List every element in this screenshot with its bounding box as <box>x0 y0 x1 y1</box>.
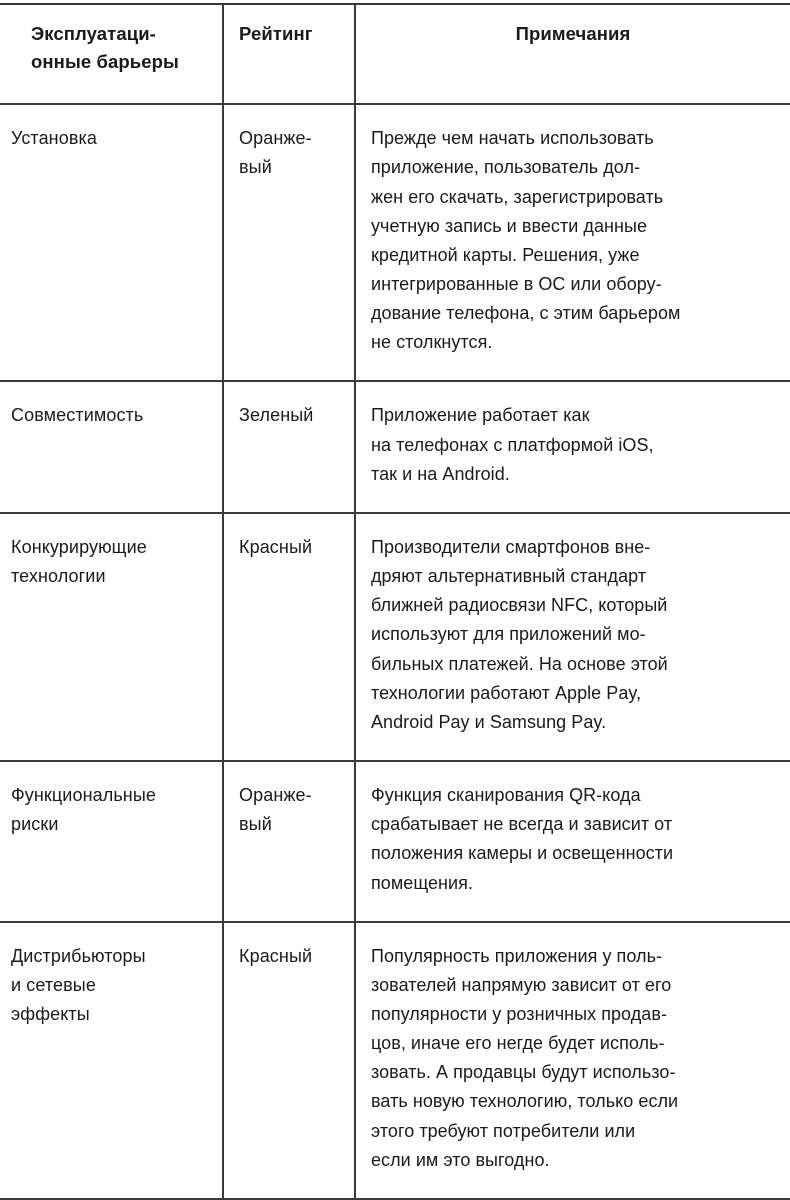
rating-line: Зеленый <box>239 405 314 426</box>
cell-notes <box>355 104 790 381</box>
rating-line: вый <box>239 814 272 835</box>
rating-line: Оранже- <box>239 785 312 806</box>
cell-notes <box>355 761 790 922</box>
column-header-notes-line-1: Примечания <box>515 23 631 44</box>
table-row <box>0 922 790 1199</box>
notes-line: интегрированные в ОС или обору- <box>371 274 662 294</box>
barrier-line: Дистрибьюторы <box>11 945 146 966</box>
table-row <box>0 381 790 512</box>
notes-line: этого требуют потребители или <box>371 1120 636 1141</box>
cell-barrier <box>0 761 223 922</box>
rating-line: вый <box>239 157 272 178</box>
cell-barrier <box>0 381 223 512</box>
notes-line: бильных платежей. На основе этой <box>371 653 668 674</box>
notes-line: кредитной карты. Решения, уже <box>371 244 640 265</box>
notes-line: Приложение работает как <box>371 405 590 426</box>
table-header-row <box>0 4 790 104</box>
cell-barrier <box>0 513 223 761</box>
notes-line: дряют альтернативный стандарт <box>371 566 647 587</box>
barrier-line: Конкурирующие <box>11 536 147 557</box>
rating-line: Красный <box>239 536 313 557</box>
notes-line: зователей напрямую зависит от его <box>371 974 672 995</box>
cell-barrier <box>0 104 223 381</box>
notes-line: помещения. <box>371 872 474 893</box>
rating-line: Красный <box>239 945 313 966</box>
column-header-barriers-line-1: Эксплуатаци- <box>31 23 156 44</box>
notes-line: используют для приложений мо- <box>371 624 646 645</box>
barrier-line: Функциональные <box>11 785 156 806</box>
cell-notes <box>355 513 790 761</box>
cell-barrier <box>0 922 223 1199</box>
notes-line: Android Pay и Samsung Pay. <box>371 711 607 732</box>
table-row <box>0 513 790 761</box>
notes-line: вать новую технологию, только если <box>371 1091 679 1112</box>
notes-line: Функция сканирования QR-кода <box>371 785 641 806</box>
notes-line: цов, иначе его негде будет исполь- <box>371 1033 665 1054</box>
notes-line: учетную запись и ввести данные <box>371 215 648 236</box>
column-header-rating <box>223 4 355 104</box>
cell-rating <box>223 761 355 922</box>
cell-rating <box>223 513 355 761</box>
barrier-line: технологии <box>11 566 106 587</box>
notes-line: срабатывает не всегда и зависит от <box>371 814 673 835</box>
notes-line: если им это выгодно. <box>371 1149 550 1170</box>
column-header-rating-line-1: Рейтинг <box>239 23 313 44</box>
barrier-line: Совместимость <box>11 405 144 426</box>
notes-line: Прежде чем начать использовать <box>371 128 654 149</box>
cell-notes <box>355 922 790 1199</box>
notes-line: приложение, пользователь дол- <box>371 157 641 178</box>
notes-line: зовать. А продавцы будут использо- <box>371 1062 676 1083</box>
notes-line: Производители смартфонов вне- <box>371 536 651 557</box>
notes-line: ближней радиосвязи NFC, который <box>371 595 668 616</box>
table-body <box>0 104 790 1199</box>
notes-line: технологии работают Apple Pay, <box>371 682 642 703</box>
notes-line: не столкнутся. <box>371 332 493 353</box>
notes-line: популярности у розничных продав- <box>371 1003 667 1024</box>
notes-line: жен его скачать, зарегистрировать <box>371 186 664 207</box>
notes-line: так и на Android. <box>371 463 510 484</box>
table-header <box>0 4 790 104</box>
table-row <box>0 104 790 381</box>
cell-notes <box>355 381 790 512</box>
notes-line: положения камеры и освещенности <box>371 843 674 864</box>
table-row <box>0 761 790 922</box>
column-header-notes <box>355 4 790 104</box>
rating-line: Оранже- <box>239 128 312 149</box>
notes-line: дование телефона, с этим барьером <box>371 303 681 324</box>
cell-rating <box>223 381 355 512</box>
barrier-line: и сетевые <box>11 974 96 995</box>
barrier-line: Установка <box>11 128 97 149</box>
barrier-line: риски <box>11 814 59 835</box>
barrier-line: эффекты <box>11 1003 90 1024</box>
notes-line: на телефонах с платформой iOS, <box>371 434 654 455</box>
column-header-barriers-line-2: онные барьеры <box>31 51 179 73</box>
operational-barriers-table <box>0 3 790 1200</box>
cell-rating <box>223 104 355 381</box>
column-header-barriers <box>0 4 223 104</box>
cell-rating <box>223 922 355 1199</box>
notes-line: Популярность приложения у поль- <box>371 945 663 966</box>
